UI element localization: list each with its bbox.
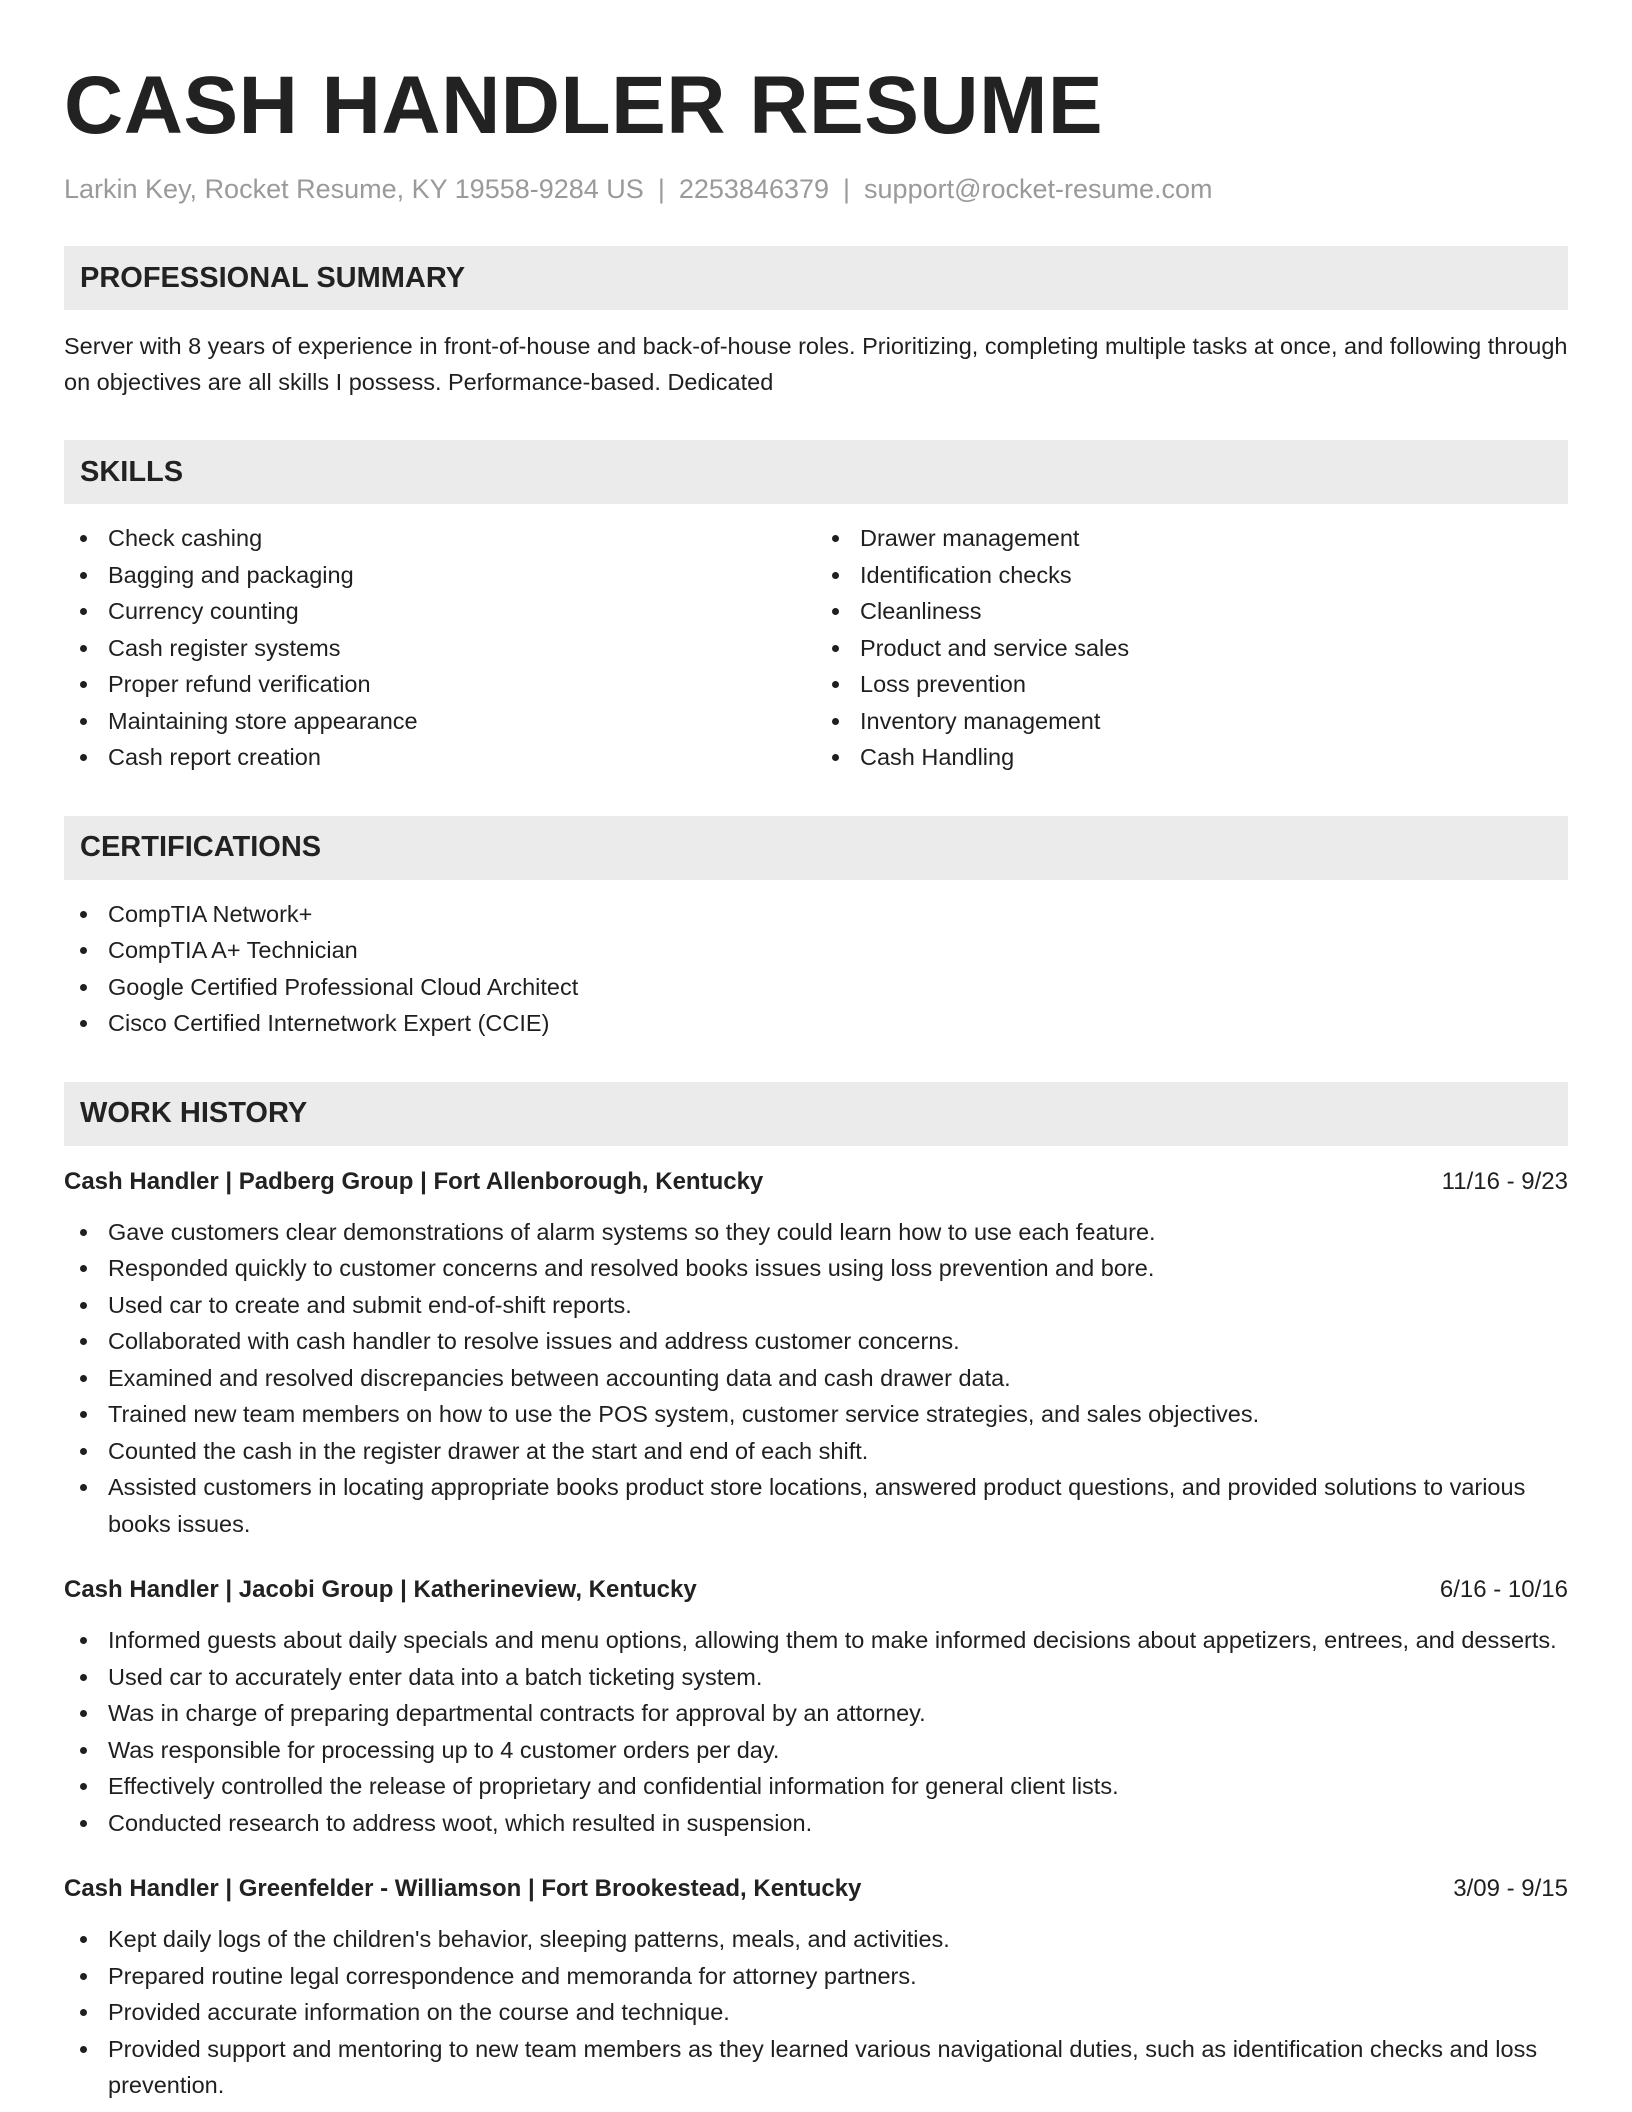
contact-address: Larkin Key, Rocket Resume, KY 19558-9284 US: [64, 174, 644, 204]
contact-line: [64, 172, 1568, 206]
work-history-section: [64, 1082, 1568, 2104]
job-bullet: Assisted customers in locating appropriate books product store locations, answered product questions, and provided solutions to various books issues.: [64, 1469, 1568, 1542]
job-dates: 6/16 - 10/16: [1439, 1576, 1568, 1603]
summary-heading: PROFESSIONAL SUMMARY: [64, 246, 1568, 310]
job-bullet: Used car to create and submit end-of-shift reports.: [64, 1287, 1568, 1324]
job-bullet: Effectively controlled the release of proprietary and confidential information for general client lists.: [64, 1768, 1568, 1805]
certification-item: Cisco Certified Internetwork Expert (CCIE): [64, 1005, 1568, 1042]
job-dates: 11/16 - 9/23: [1441, 1167, 1568, 1195]
skill-item: Bagging and packaging: [64, 557, 816, 594]
skill-item: Drawer management: [816, 520, 1568, 557]
skill-item: Cash Handling: [816, 739, 1568, 776]
certifications-section: [64, 816, 1568, 1042]
certification-item: Google Certified Professional Cloud Architect: [64, 969, 1568, 1006]
job-bullets: [64, 1214, 1568, 1543]
skill-item: Maintaining store appearance: [64, 703, 816, 740]
job-header: [64, 1871, 1568, 1907]
contact-separator: |: [843, 174, 851, 204]
job-entry: [64, 1572, 1568, 1841]
job-bullet: Informed guests about daily specials and menu options, allowing them to make informed decisions about appetizers, entrees, and desserts.: [64, 1622, 1568, 1659]
certifications-list: [64, 896, 1568, 1042]
job-dates: 3/09 - 9/15: [1453, 1875, 1568, 1902]
job-header: [64, 1572, 1568, 1608]
job-bullet: Examined and resolved discrepancies between accounting data and cash drawer data.: [64, 1360, 1568, 1397]
skill-item: Currency counting: [64, 593, 816, 630]
skill-item: Inventory management: [816, 703, 1568, 740]
job-bullet: Provided support and mentoring to new team members as they learned various navigational duties, such as identification checks and loss prevention.: [64, 2031, 1568, 2104]
job-bullet: Trained new team members on how to use the POS system, customer service strategies, and sales objectives.: [64, 1396, 1568, 1433]
job-bullet: Kept daily logs of the children's behavior, sleeping patterns, meals, and activities.: [64, 1921, 1568, 1958]
skill-item: Product and service sales: [816, 630, 1568, 667]
skill-item: Proper refund verification: [64, 666, 816, 703]
job-bullet: Responded quickly to customer concerns and resolved books issues using loss prevention and bore.: [64, 1250, 1568, 1287]
job-title: Cash Handler | Padberg Group | Fort Allenborough, Kentucky: [64, 1167, 764, 1195]
skills-column-right: [816, 520, 1568, 776]
job-title: Cash Handler | Jacobi Group | Katherineview, Kentucky: [64, 1576, 697, 1603]
contact-email: support@rocket-resume.com: [864, 174, 1213, 204]
job-bullet: Used car to accurately enter data into a batch ticketing system.: [64, 1659, 1568, 1696]
job-bullet: Was responsible for processing up to 4 customer orders per day.: [64, 1732, 1568, 1769]
job-bullet: Collaborated with cash handler to resolve issues and address customer concerns.: [64, 1323, 1568, 1360]
skill-item: Cash report creation: [64, 739, 816, 776]
job-entry: [64, 1871, 1568, 2104]
skills-section: [64, 440, 1568, 776]
job-entry: [64, 1164, 1568, 1543]
skills-column-left: [64, 520, 816, 776]
job-bullets: [64, 1921, 1568, 2104]
certification-item: CompTIA A+ Technician: [64, 932, 1568, 969]
skill-item: Identification checks: [816, 557, 1568, 594]
skills-list: [64, 520, 1568, 776]
jobs-list: [64, 1164, 1568, 2104]
skill-item: Cash register systems: [64, 630, 816, 667]
job-bullets: [64, 1622, 1568, 1841]
work-history-heading: WORK HISTORY: [64, 1082, 1568, 1146]
job-bullet: Gave customers clear demonstrations of alarm systems so they could learn how to use each feature.: [64, 1214, 1568, 1251]
job-bullet: Was in charge of preparing departmental contracts for approval by an attorney.: [64, 1695, 1568, 1732]
job-bullet: Prepared routine legal correspondence and memoranda for attorney partners.: [64, 1958, 1568, 1995]
skill-item: Cleanliness: [816, 593, 1568, 630]
contact-phone: 2253846379: [678, 174, 830, 204]
job-bullet: Conducted research to address woot, which resulted in suspension.: [64, 1805, 1568, 1842]
resume-title: CASH HANDLER RESUME: [64, 60, 1104, 151]
contact-separator: |: [657, 174, 665, 204]
job-header: [64, 1164, 1568, 1200]
job-title: Cash Handler | Greenfelder - Williamson | Fort Brookestead, Kentucky: [64, 1875, 862, 1902]
job-bullet: Counted the cash in the register drawer at the start and end of each shift.: [64, 1433, 1568, 1470]
skill-item: Loss prevention: [816, 666, 1568, 703]
job-bullet: Provided accurate information on the course and technique.: [64, 1994, 1568, 2031]
summary-text: Server with 8 years of experience in front-of-house and back-of-house roles. Prioritizing, completing multiple tasks at once, and following through on objectives are all skills I possess. Performance-based. Dedicated: [64, 333, 1568, 395]
skill-item: Check cashing: [64, 520, 816, 557]
certifications-heading: CERTIFICATIONS: [64, 816, 1568, 880]
summary-section: [64, 246, 1568, 400]
certification-item: CompTIA Network+: [64, 896, 1568, 933]
skills-heading: SKILLS: [64, 440, 1568, 504]
